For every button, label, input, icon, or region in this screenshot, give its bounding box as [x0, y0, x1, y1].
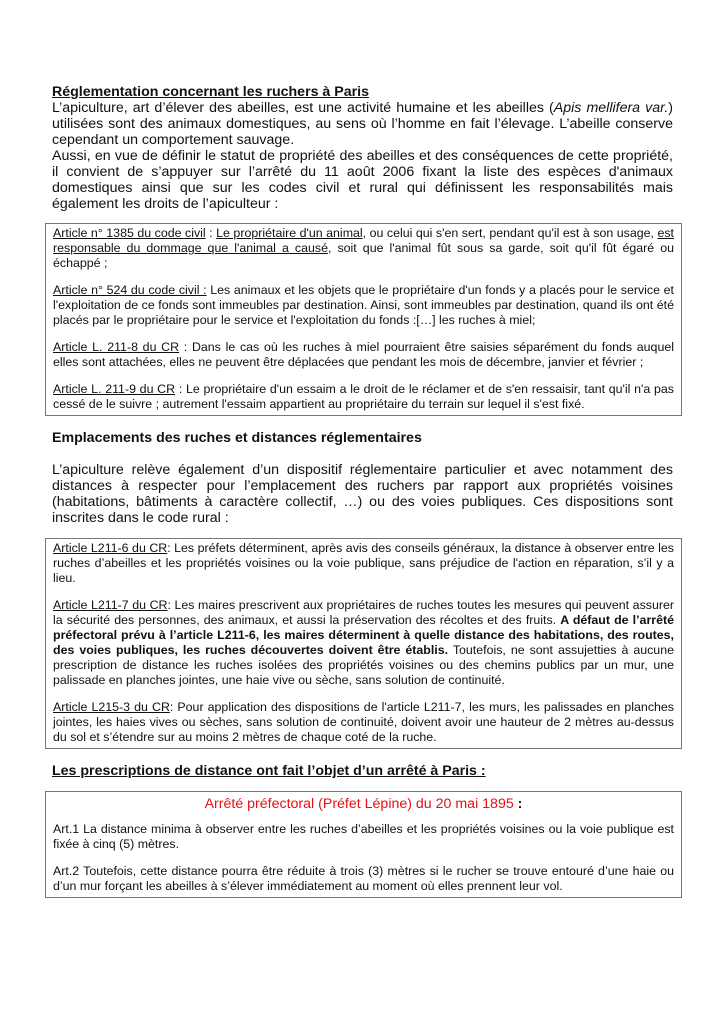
article-ref: Article n° 524 du code civil :	[53, 283, 207, 297]
bold-text: A défaut de l’arrêté préfectoral prévu à l’article L211-6, les maires déterminent à quelle distance des habitations, des routes, des voies publiques, les ruches découvertes doivent être établis.	[53, 613, 675, 657]
text: : Les maires prescrivent aux propriétaires de ruches toutes les mesures qui peuvent assurer la sécurité des personnes, des animaux, et aussi la préservation des récoltes et des fruits.	[53, 598, 674, 627]
article-ref: Article L211-6 du CR	[53, 541, 168, 555]
article-ref: Article L215-3 du CR	[53, 700, 170, 714]
arrete-title-text: Arrêté préfectoral (Préfet Lépine) du 20 mai 1895	[204, 796, 514, 812]
text: :	[205, 226, 217, 240]
article-524	[53, 283, 674, 328]
emplacements-section	[52, 430, 673, 526]
text: L’apiculture, art d’élever des abeilles, est une activité humaine et les abeilles (	[52, 100, 554, 116]
text: : Dans le cas où les ruches à miel pourraient être saisies séparément du fonds auquel elles sont attachées, elles ne peuvent être déplacées que pendant les mois de décembre, janvier et février ;	[53, 340, 674, 369]
arrete-article-2: Art.2 Toutefois, cette distance pourra être réduite à trois (3) mètres si le rucher se trouve entouré d’une haie ou d’un mur forçant les abeilles à s’élever immédiatement au moment où elles prennent leur vol.	[53, 864, 674, 893]
emplacements-paragraph: L’apiculture relève également d’un dispositif réglementaire particulier et avec notamment des distances à respecter pour l’emplacement des ruchers par rapport aux propriétés voisines (habitations, bâtiments à caractère collectif, …) ou des voies publiques. Ces dispositions sont inscrites dans le code rural :	[52, 462, 673, 526]
section-title-reglementation: Réglementation concernant les ruchers à Paris	[52, 84, 369, 100]
text: :	[513, 796, 523, 812]
text: : Le propriétaire d'un essaim a le droit de le réclamer et de s'en ressaisir, tant qu'il n'a pas cessé de le suivre ; autrement l'essaim appartient au propriétaire du terrain sur lequel il s'est fixé.	[53, 382, 674, 411]
section-title-prescriptions: Les prescriptions de distance ont fait l’objet d’un arrêté à Paris :	[52, 763, 486, 779]
text: Toutefois, ne sont assujetties à aucune prescription de distance les ruches isolées des propriétés voisines ou des chemins publics par un mur, une palissade en planches jointes, une haie vive ou sèche, sans solution de continuité.	[53, 643, 674, 687]
arrete-box	[45, 791, 682, 898]
article-1385	[53, 226, 674, 271]
text: : Les préfets déterminent, après avis des conseils généraux, la distance à observer entre les ruches d’abeilles et les propriétés voisines ou la voie publique, sans préjudice de l'action en réparation, s’il y a lieu.	[53, 541, 674, 585]
article-l215-3	[53, 700, 674, 745]
article-l211-7	[53, 598, 674, 688]
article-l211-6	[53, 541, 674, 586]
intro-paragraph-1	[52, 100, 673, 148]
rural-code-articles-box	[45, 538, 682, 749]
arrete-article-1: Art.1 La distance minima à observer entre les ruches d’abeilles et les propriétés voisines ou la voie publique est fixée à cinq (5) mètres.	[53, 822, 674, 851]
article-ref: Article L211-7 du CR	[53, 598, 168, 612]
text: est responsable du dommage que l'animal a causé	[53, 226, 674, 255]
text: , ou celui qui s'en sert, pendant qu'il est à son usage,	[362, 226, 658, 240]
species-name: Apis mellifera var.	[553, 100, 669, 116]
intro-paragraph-2: Aussi, en vue de définir le statut de propriété des abeilles et des conséquences de cette propriété, il convient de s’appuyer sur l’arrêté du 11 août 2006 fixant la liste des espèces d'animaux domestiques ainsi que sur les codes civil et rural qui définissent les responsabilités mais également les droits de l’apiculteur :	[52, 148, 673, 212]
text: : Pour application des dispositions de l'article L211-7, les murs, les palissades en planches jointes, les haies vives ou sèches, sans solution de continuité, doivent avoir une hauteur de 2 mètres au-dessus du sol et s’étendre sur au moins 2 mètres de chaque coté de la ruche.	[53, 700, 674, 744]
intro-section	[52, 84, 673, 212]
text: Le propriétaire d'un animal	[216, 226, 363, 240]
arrete-title	[53, 796, 674, 813]
article-ref: Article L. 211-8 du CR	[53, 340, 180, 354]
civil-code-articles-box	[45, 223, 682, 416]
article-l211-8	[53, 340, 674, 370]
article-l211-9	[53, 382, 674, 412]
section-title-emplacements: Emplacements des ruches et distances réglementaires	[52, 430, 422, 446]
text: ) utilisées sont des animaux domestiques, au sens où l’homme en fait l’élevage. L’abeille conserve cependant un comportement sauvage.	[52, 100, 674, 148]
prescriptions-section	[52, 763, 673, 779]
article-ref: Article n° 1385 du code civil	[53, 226, 206, 240]
text: Les animaux et les objets que le propriétaire d'un fonds y a placés pour le service et l'exploitation de ce fonds sont immeubles par destination. Ainsi, sont immeubles par destination, quand ils ont été placés par le propriétaire pour le service et l'exploitation du fonds :[…] les ruches à miel;	[53, 283, 675, 327]
article-ref: Article L. 211-9 du CR	[53, 382, 176, 396]
text: , soit que l'animal fût sous sa garde, soit qu'il fût égaré ou échappé ;	[53, 241, 674, 270]
